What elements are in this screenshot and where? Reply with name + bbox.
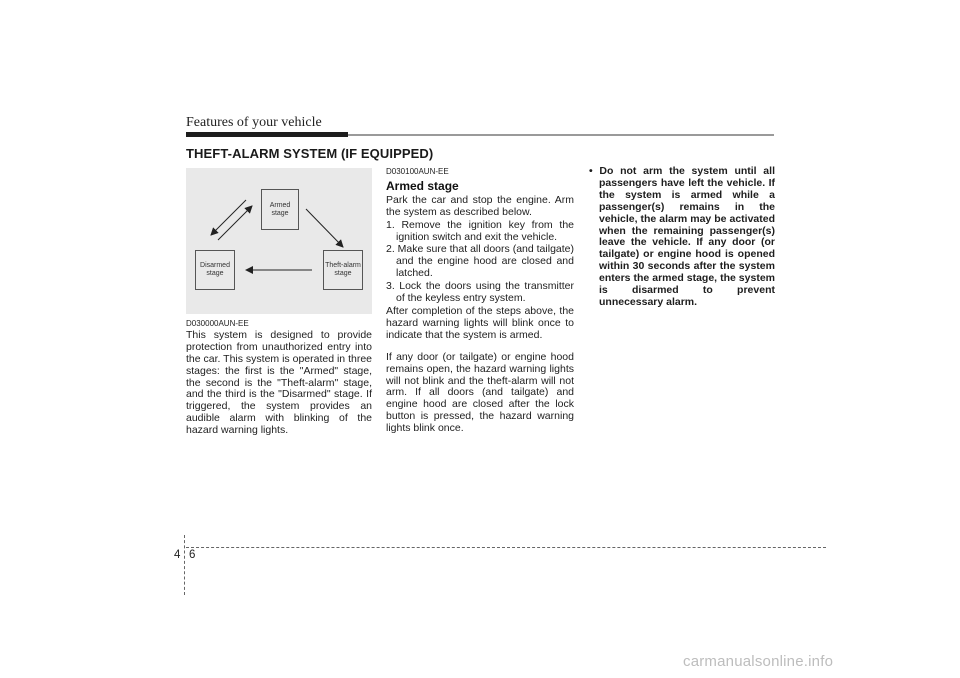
warning-column (589, 166, 775, 309)
armed-open-door-paragraph: If any door (or tailgate) or engine hood remains open, the hazard warning lights will not blink and the theft-alarm will not arm. If all doors (and tailgate) and engine hood are closed after the lock button is pressed, the hazard warning lights blink once. (386, 350, 574, 435)
arming-step: 1. Remove the ignition key from the ignition switch and exit the vehicle. (386, 218, 574, 243)
armed-intro-paragraph: Park the car and stop the engine. Arm the system as described below. (386, 193, 574, 218)
armed-section-code: D030100AUN-EE (386, 167, 449, 176)
chapter-number: 4 (174, 549, 181, 561)
armed-stage-heading: Armed stage (386, 178, 459, 193)
alarm-stage-diagram (186, 168, 372, 314)
header-bar-light (348, 134, 774, 136)
header-bar-dark (186, 132, 348, 137)
armed-stage-column (386, 166, 574, 436)
watermark-text: carmanualsonline.info (683, 653, 834, 670)
footer-divider (186, 547, 826, 548)
armed-confirmation-paragraph: After completion of the steps above, the hazard warning lights will blink once to indicate that the system is armed. (386, 304, 574, 341)
page-number: 6 (189, 549, 196, 561)
arming-step: 2. Make sure that all doors (and tailgate) and the engine hood are closed and latched. (386, 243, 574, 280)
section-header: Features of your vehicle (186, 115, 322, 130)
theft-alarm-stage-box (323, 250, 363, 290)
footer-vertical-divider (184, 535, 185, 595)
intro-column (186, 318, 372, 438)
arming-step: 3. Lock the doors using the transmitter of the keyless entry system. (386, 280, 574, 305)
warning-item: • Do not arm the system until all passengers have left the vehicle. If the system is armed while a passenger(s) remains in the vehicle, the alarm may be activated when the remaining passenger(s) leave the vehicle. If any door (or tailgate) or engine hood is opened within 30 seconds after the system enters the armed stage, the system is disarmed to prevent unnecessary alarm. (589, 165, 775, 308)
armed-stage-box (261, 189, 299, 230)
disarmed-stage-box (195, 250, 235, 290)
warning-list (589, 166, 775, 309)
arrow-armed-to-theft (306, 209, 343, 247)
section-code: D030000AUN-EE (186, 319, 249, 328)
intro-paragraph: This system is designed to provide protection from unauthorized entry into the car. This system is operated in three stages: the first is the "Armed" stage, the second is the "Theft-alarm" stage, and the third is the "Disarmed" stage. If triggered, the system provides an audible alarm with blinking of the hazard warning lights. (186, 328, 372, 437)
page-title: THEFT-ALARM SYSTEM (IF EQUIPPED) (186, 146, 434, 161)
disarmed-stage-label: Disarmed stage (200, 262, 230, 277)
armed-stage-label: Armed stage (269, 201, 291, 217)
arming-steps-list (386, 220, 574, 305)
theft-alarm-stage-label: Theft-alarm stage (325, 262, 361, 277)
